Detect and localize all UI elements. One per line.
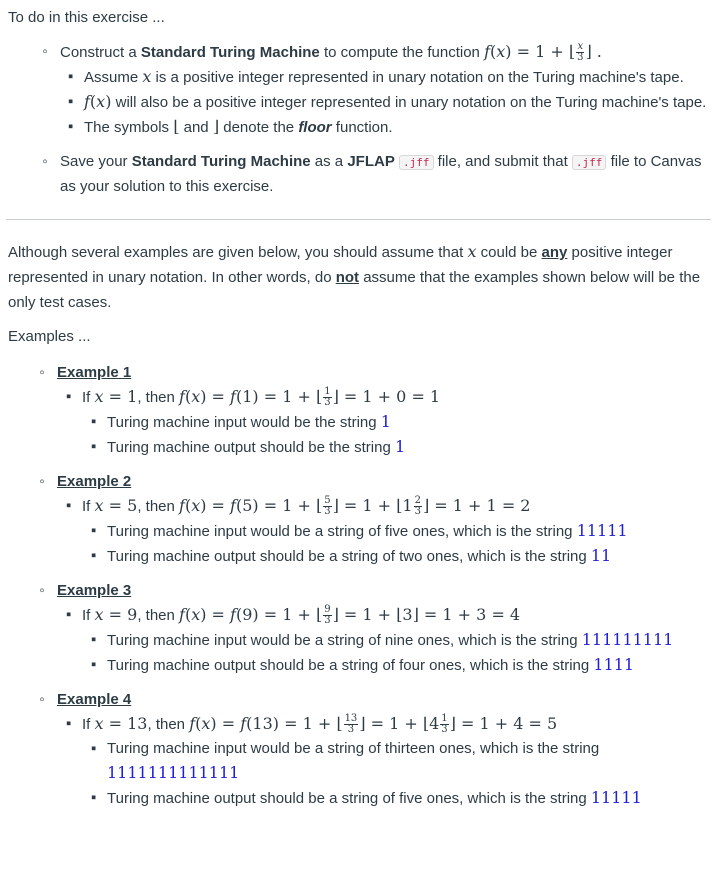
square-bullet-icon: ▪ <box>66 388 72 405</box>
task-subitem-output: ▪ f(x) will also be a positive integer represented in unary notation on the Turing machine's tape. <box>84 90 711 115</box>
example-title: Example 2 <box>57 473 132 490</box>
example-input: ▪ Turing machine input would be a string of nine ones, which is the string 111111111 <box>107 628 711 653</box>
section-divider <box>6 219 711 220</box>
example-calculation: ▪ If x = 13, then f(x) = f(13) = 1 + ⌊ $\frac{13}{3}$ ⌋ = 1 + ⌊4 $\frac{1}{3}$ ⌋ = 1 + 4 = 5 ▪ Turing machine input would be a string of thirteen ones, which is the string 1111111111111 ▪ Turing machine output should be a string of five ones, which is the string 11111 <box>82 712 711 811</box>
unary-output-value: 1111 <box>593 655 635 674</box>
example-output: ▪ Turing machine output should be a string of four ones, which is the string 1111 <box>107 653 711 678</box>
square-bullet-icon: ▪ <box>66 715 72 732</box>
unary-input-value: 11111 <box>576 521 628 540</box>
hollow-bullet-icon: ◦ <box>39 473 45 490</box>
hollow-bullet-icon: ◦ <box>39 364 45 381</box>
unary-input-value: 111111111 <box>581 630 674 649</box>
example-item <box>39 470 711 569</box>
examples-heading: Examples ... <box>8 328 91 345</box>
example-item <box>39 579 711 678</box>
square-bullet-icon: ▪ <box>91 438 97 455</box>
task-sublist <box>68 65 711 140</box>
example-calculation: ▪ If x = 9, then f(x) = f(9) = 1 + ⌊ $\frac{9}{3}$ ⌋ = 1 + ⌊3⌋ = 1 + 3 = 4 ▪ Turing machine input would be a string of nine ones, which is the string 111111111 ▪ Turing machine output should be a string of four ones, which is the string 1111 <box>82 603 711 678</box>
hollow-bullet-icon: ◦ <box>42 43 48 60</box>
hollow-bullet-icon: ◦ <box>39 582 45 599</box>
square-bullet-icon: ▪ <box>91 413 97 430</box>
example-input: ▪ Turing machine input would be a string of five ones, which is the string 11111 <box>107 519 711 544</box>
example-title: Example 1 <box>57 364 132 381</box>
task-item-construct: ◦ Construct a Standard Turing Machine to compute the function f(x) = 1 + ⌊ $\frac{x}{3}$ ⌋ . ▪ Assume x is a positive integer represented in unary notation on the Turing machine's tape. ▪ f(x) will also be a positive integer represented in unary notation on the Turing machine's tape. ▪ The symbols ⌊ and ⌋ denote the floor function. <box>60 40 711 140</box>
example-title: Example 3 <box>57 582 132 599</box>
unary-output-value: 1 <box>394 437 406 456</box>
intro-heading: To do in this exercise ... <box>8 9 165 26</box>
example-title: Example 4 <box>57 691 132 708</box>
unary-input-value: 1111111111111 <box>107 763 240 782</box>
unary-output-value: 11111 <box>590 788 642 807</box>
examples-list <box>39 361 711 811</box>
square-bullet-icon: ▪ <box>91 522 97 539</box>
jff-extension-code: .jff <box>399 155 434 170</box>
unary-input-value: 1 <box>380 412 391 431</box>
square-bullet-icon: ▪ <box>91 740 97 757</box>
example-item <box>39 688 711 811</box>
example-input: ▪ Turing machine input would be a string of thirteen ones, which is the string 1111111111111 <box>107 737 711 786</box>
square-bullet-icon: ▪ <box>68 93 74 110</box>
task-subitem-floor: ▪ The symbols ⌊ and ⌋ denote the floor function. <box>84 115 711 140</box>
hollow-bullet-icon: ◦ <box>42 153 48 170</box>
square-bullet-icon: ▪ <box>66 606 72 623</box>
example-calculation: ▪ If x = 1, then f(x) = f(1) = 1 + ⌊ $\frac{1}{3}$ ⌋ = 1 + 0 = 1 ▪ Turing machine input would be the string 1 ▪ Turing machine output should be the string 1 <box>82 385 711 460</box>
example-calculation: ▪ If x = 5, then f(x) = f(5) = 1 + ⌊ $\frac{5}{3}$ ⌋ = 1 + ⌊1 $\frac{2}{3}$ ⌋ = 1 + 1 = 2 ▪ Turing machine input would be a string of five ones, which is the string 11111 ▪ Turing machine output should be a string of two ones, which is the string 11 <box>82 494 711 569</box>
example-output: ▪ Turing machine output should be a string of five ones, which is the string 11111 <box>107 786 711 811</box>
square-bullet-icon: ▪ <box>91 656 97 673</box>
task-subitem-assume: ▪ Assume x is a positive integer represented in unary notation on the Turing machine's tape. <box>84 65 711 90</box>
function-formula: f(x) = 1 + ⌊ $\frac{x}{3}$ ⌋ . <box>484 41 602 63</box>
square-bullet-icon: ▪ <box>91 789 97 806</box>
example-item <box>39 361 711 460</box>
task-item-save: ◦ Save your Standard Turing Machine as a JFLAP .jff file, and submit that .jff file to Canvas as your solution to this exercise. <box>60 150 711 199</box>
square-bullet-icon: ▪ <box>68 68 74 85</box>
standard-tm-label: Standard Turing Machine <box>140 44 320 61</box>
jff-extension-code: .jff <box>572 155 607 170</box>
test-case-note: Although several examples are given below, you should assume that x could be any positive integer represented in unary notation. In other words, do not assume that the examples shown below will be the only test cases. <box>8 242 701 311</box>
square-bullet-icon: ▪ <box>91 631 97 648</box>
square-bullet-icon: ▪ <box>68 118 74 135</box>
example-input: ▪ Turing machine input would be the string 1 <box>107 410 711 435</box>
square-bullet-icon: ▪ <box>91 547 97 564</box>
square-bullet-icon: ▪ <box>66 497 72 514</box>
unary-output-value: 11 <box>590 546 612 565</box>
hollow-bullet-icon: ◦ <box>39 691 45 708</box>
example-output: ▪ Turing machine output should be a string of two ones, which is the string 11 <box>107 544 711 569</box>
example-output: ▪ Turing machine output should be the string 1 <box>107 435 711 460</box>
task-list <box>42 40 711 199</box>
